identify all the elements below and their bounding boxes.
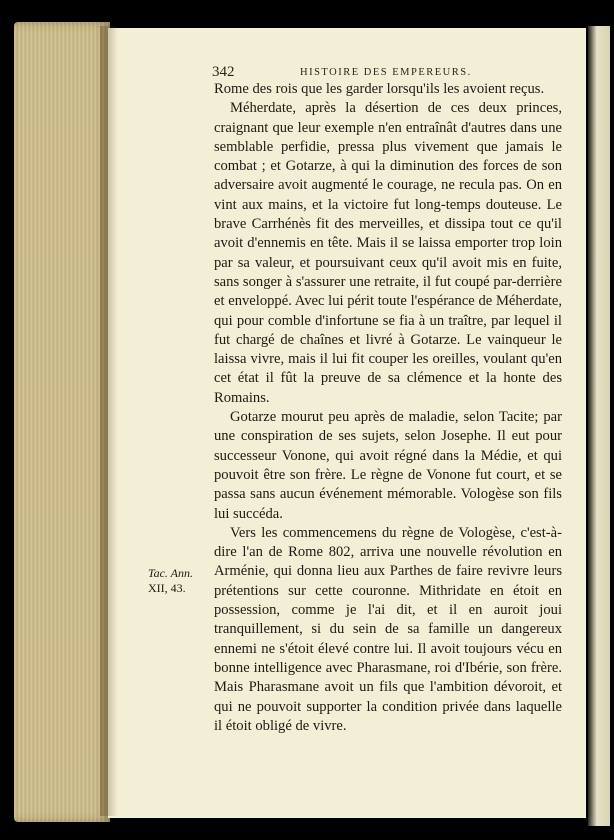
paragraph-2: Méherdate, après la désertion de ces deux princes, craignant que leur exemple n'en entraînât d'autres dans une semblable perfidie, pressa plus vivement que jamais le combat ; et Gotarze, à qui la diminution des forces de son adversaire avoit augmenté le courage, ne recula pas. On en vint aux mains, et la victoire fut long-temps douteuse. Le brave Carrhénès fit des merveilles, et dissipa tout ce qu'il avoit d'ennemis en tête. Mais il se laissa emporter trop loin par sa valeur, et poursuivant ceux qu'il avoit mis en fuite, sans songer à s'assurer une retraite, il fut coupé par-derrière et enveloppé. Avec lui périt toute l'espérance de Méherdate, qui pour comble d'infortune se fia à un traître, par lequel il fut chargé de chaînes et livré à Gotarze. Le vainqueur le laissa vivre, mais il lui fit couper les oreilles, voulant qu'en cet état il fût la preuve de sa clémence et la honte des Romains. xyxy=(214,100,562,406)
margin-note-line1: Tac. Ann. xyxy=(148,566,194,580)
running-title: HISTOIRE DES EMPEREURS. xyxy=(300,67,472,78)
paragraph-1: Rome des rois que les garder lorsqu'ils les avoient reçus. xyxy=(214,81,545,97)
paragraph-3: Gotarze mourut peu après de maladie, selon Tacite; par une conspiration de ses sujets, selon Josephe. Il eut pour successeur Vonone, qui avoit régné dans la Médie, et qui pouvoit être son frère. Le règne de Vonone fut court, et se passa sans aucun événement mémorable. Vologèse son fils lui succéda. xyxy=(214,409,562,522)
body-text xyxy=(214,80,562,736)
margin-note-line2: XII, 43. xyxy=(148,581,186,595)
paragraph-4: Vers les commencemens du règne de Vologèse, c'est-à-dire l'an de Rome 802, arriva une nouvelle révolution en Arménie, qui donna lieu aux Parthes de faire revivre leurs prétentions sur cette couronne. Mithridate en étoit en possession, comme je l'ai dit, et il en auroit joui tranquillement, si du sein de sa famille un dangereux ennemi ne s'étoit élevé contre lui. Il avoit toujours vécu en bonne intelligence avec Pharasmane, roi d'Ibérie, son frère. Mais Pharasmane avoit un fils que l'ambition dévoroit, et qui ne pouvoit supporter la condition privée dans laquelle il étoit obligé de vivre. xyxy=(214,524,562,734)
margin-note xyxy=(148,566,193,596)
book-page-edges xyxy=(14,22,110,822)
book-page xyxy=(108,28,586,818)
spine-shadow xyxy=(100,26,118,816)
page-number: 342 xyxy=(212,64,235,80)
facing-page-edge xyxy=(588,26,610,826)
